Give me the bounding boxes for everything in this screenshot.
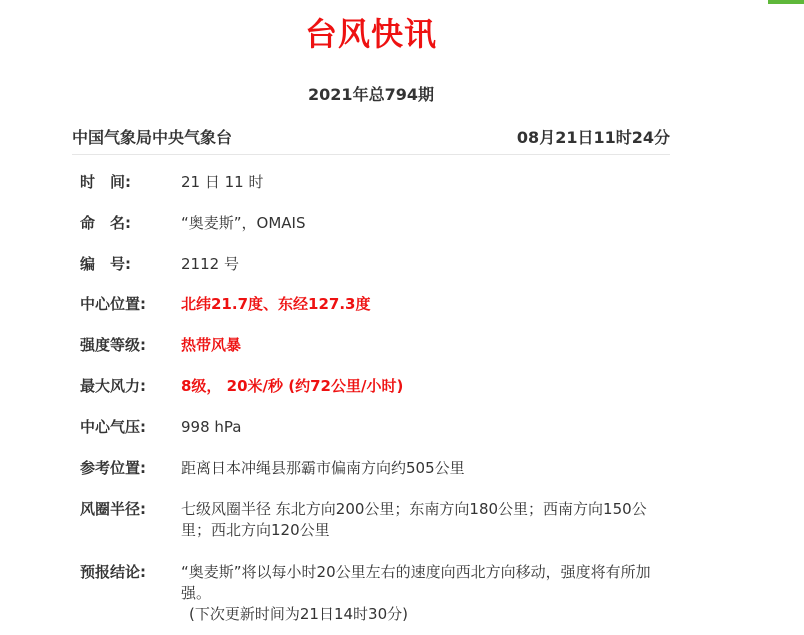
- row-value: 距离日本冲绳县那霸市偏南方向约505公里: [181, 459, 465, 477]
- row-label: 中心位置:: [80, 295, 146, 313]
- row-value: 21 日 11 时: [181, 173, 264, 191]
- row-value: 998 hPa: [181, 418, 242, 436]
- page-title: 台风快讯: [304, 15, 437, 53]
- row-value: 七级风圈半径 东北方向200公里；东南方向180公里；西南方向150公里；西北方向120公里: [181, 500, 647, 539]
- row-label: 时 间:: [80, 173, 131, 191]
- release-datetime: 08月21日11时24分: [516, 128, 670, 147]
- row-value: [181, 562, 661, 625]
- row-label: 命 名:: [80, 214, 131, 232]
- row-label: 风圈半径:: [80, 500, 146, 518]
- bulletin-header: [72, 128, 670, 155]
- row-label: 强度等级:: [80, 336, 146, 354]
- corner-accent-bar: [768, 0, 804, 4]
- row-value-highlight: 8级， 20米/秒 (约72公里/小时): [181, 377, 404, 395]
- row-value: “奥麦斯”，OMAIS: [181, 214, 306, 232]
- row-value-highlight: 北纬21.7度、东经127.3度: [181, 295, 371, 313]
- row-value: 2112 号: [181, 255, 239, 273]
- next-update-note: (下次更新时间为21日14时30分): [189, 605, 408, 623]
- row-label: 中心气压:: [80, 418, 146, 436]
- row-value-highlight: 热带风暴: [181, 336, 242, 354]
- row-label: 最大风力:: [80, 377, 146, 395]
- row-label: 参考位置:: [80, 459, 146, 477]
- forecast-text: “奥麦斯”将以每小时20公里左右的速度向西北方向移动，强度将有所加强。: [181, 563, 651, 602]
- issue-number: 2021年总794期: [308, 85, 434, 104]
- row-label: 预报结论:: [80, 563, 146, 581]
- row-label: 编 号:: [80, 255, 131, 273]
- agency-name: 中国气象局中央气象台: [72, 128, 233, 147]
